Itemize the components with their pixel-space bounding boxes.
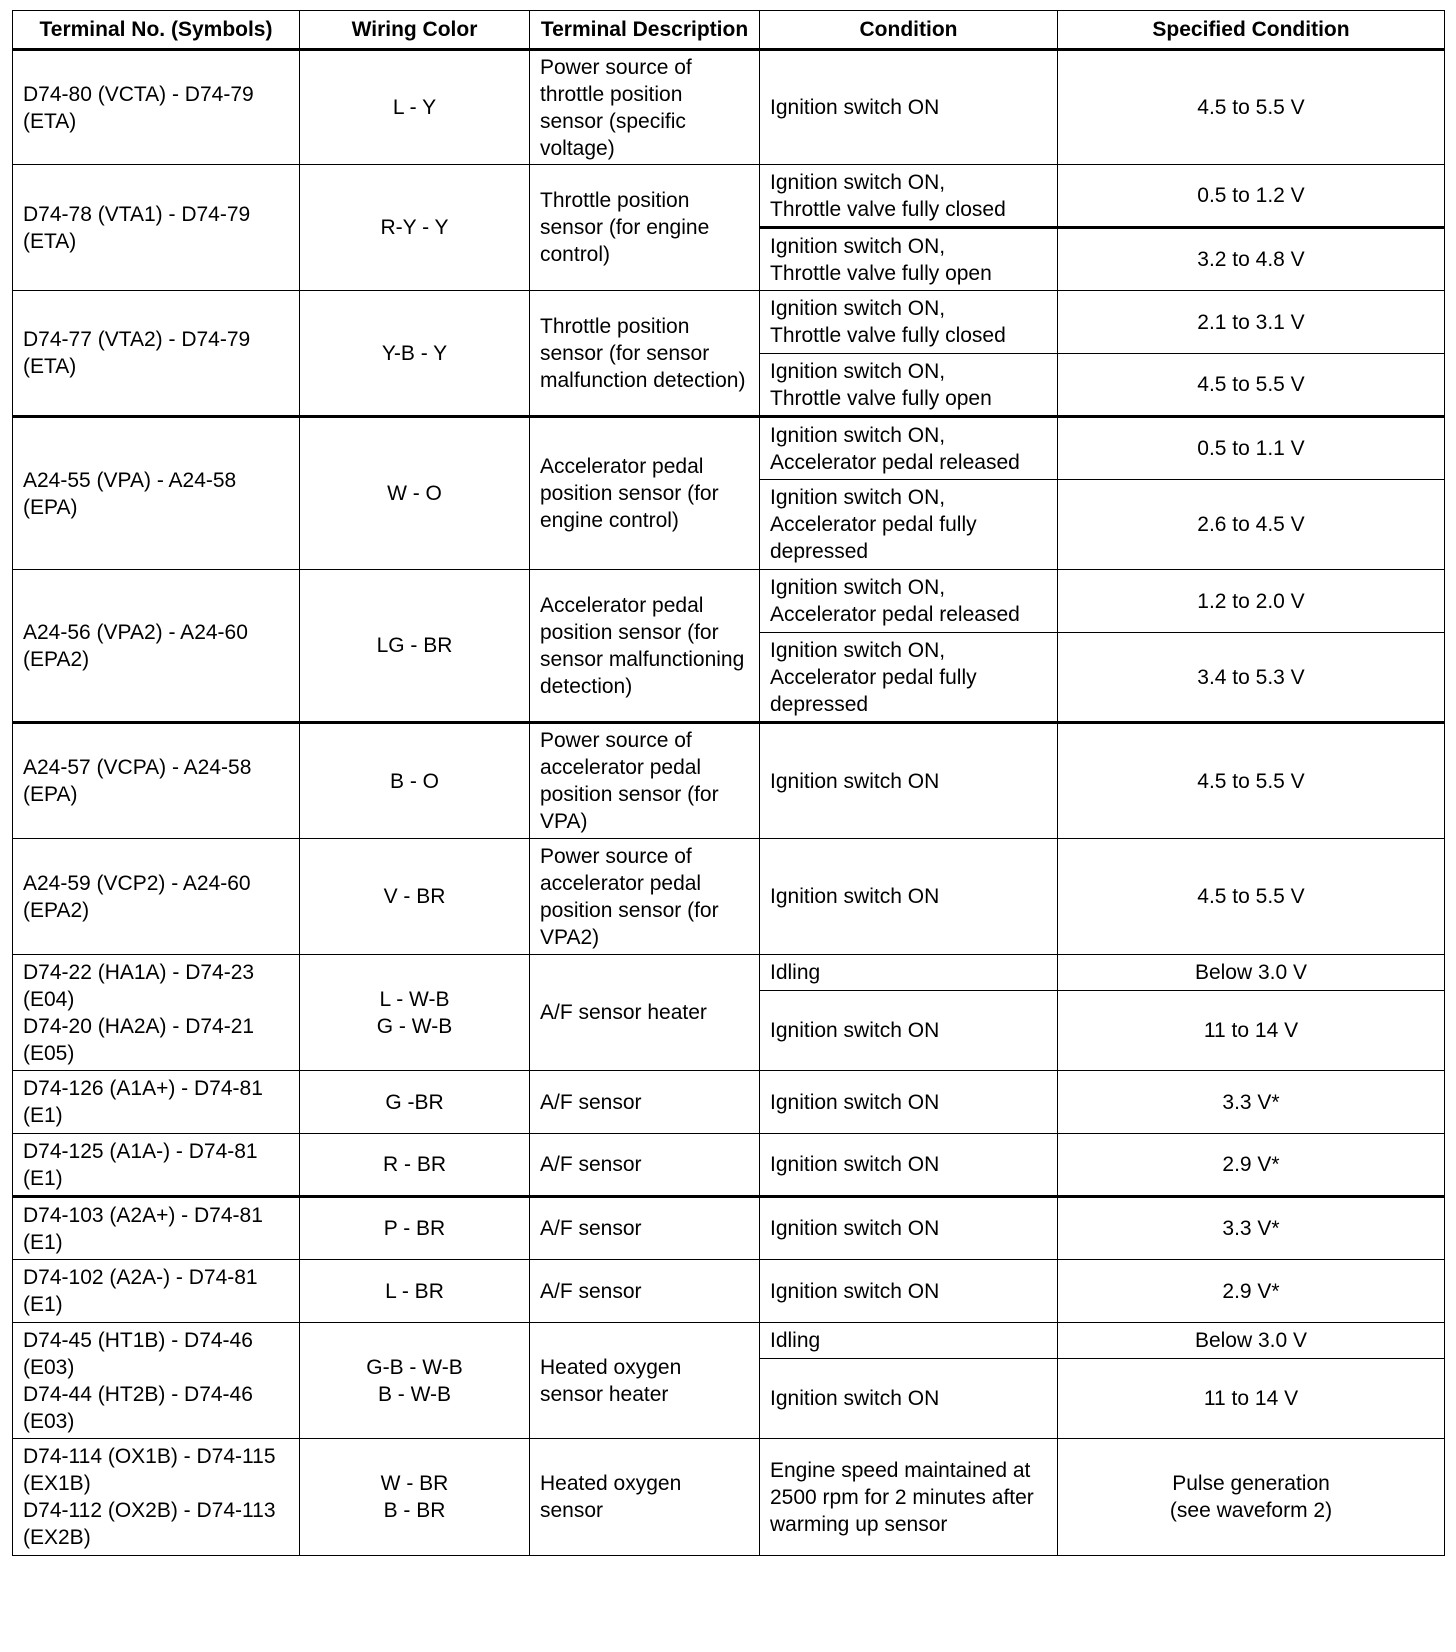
cell-line: LG - BR — [376, 634, 453, 657]
cell-line: (EPA2) — [23, 647, 90, 671]
cell-line: B - O — [389, 769, 439, 793]
cell-line: (E03) — [23, 1409, 75, 1433]
header-terminal-description: Terminal Description — [530, 11, 760, 50]
description-cell — [530, 50, 760, 165]
cell-line: A/F sensor — [540, 1279, 642, 1303]
cell-line: Accelerator pedal fully — [770, 665, 977, 689]
cell-line: Ignition switch ON — [770, 96, 940, 119]
wiring-color-cell — [300, 291, 530, 417]
cell-line: 2.9 V* — [1222, 1153, 1280, 1176]
cell-line: W - O — [387, 482, 442, 505]
cell-line: accelerator pedal — [540, 756, 702, 779]
cell-line: G -BR — [385, 1090, 444, 1114]
cell-line: A24-55 (VPA) - A24-58 — [23, 468, 237, 492]
wiring-color-cell — [300, 50, 530, 165]
cell-line: Ignition switch ON — [770, 885, 940, 908]
specified-condition-cell — [1058, 1197, 1445, 1260]
cell-line: Throttle position — [540, 189, 690, 212]
wiring-color-cell — [300, 417, 530, 570]
table-row — [13, 417, 1445, 480]
specified-condition-cell — [1058, 633, 1445, 723]
specified-condition-cell — [1058, 50, 1445, 165]
cell-line: (E03) — [23, 1355, 75, 1379]
cell-line: L - Y — [392, 96, 437, 119]
condition-cell — [760, 480, 1058, 570]
table-row — [13, 50, 1445, 165]
table-row — [13, 723, 1445, 839]
specified-condition-cell — [1058, 1439, 1445, 1556]
cell-line: G-B - W-B — [366, 1355, 463, 1379]
condition-cell — [760, 570, 1058, 633]
specified-condition-cell — [1058, 991, 1445, 1071]
cell-line: Ignition switch ON, — [770, 297, 946, 320]
cell-line: (E1) — [23, 1230, 63, 1254]
condition-cell — [760, 1359, 1058, 1439]
specified-condition-cell — [1058, 1323, 1445, 1359]
condition-cell — [760, 1439, 1058, 1556]
cell-line: Pulse generation — [1172, 1472, 1330, 1495]
condition-cell — [760, 1323, 1058, 1359]
cell-line: (EPA) — [23, 783, 78, 806]
cell-line: 3.3 V* — [1222, 1217, 1280, 1240]
cell-line: 3.3 V* — [1222, 1090, 1280, 1114]
condition-cell — [760, 1197, 1058, 1260]
cell-line: 3.2 to 4.8 V — [1197, 248, 1305, 271]
header-specified-condition: Specified Condition — [1058, 11, 1445, 50]
table-row — [13, 839, 1445, 955]
cell-line: sensor — [540, 1499, 604, 1522]
cell-line: 2.6 to 4.5 V — [1197, 513, 1305, 536]
cell-line: A24-56 (VPA2) - A24-60 — [23, 620, 248, 644]
cell-line: D74-45 (HT1B) - D74-46 — [23, 1328, 253, 1352]
cell-line: Ignition switch ON, — [770, 576, 946, 599]
cell-line: (EPA) — [23, 495, 78, 519]
cell-line: Accelerator pedal — [540, 593, 704, 617]
terminal-cell — [13, 839, 300, 955]
cell-line: (see waveform 2) — [1169, 1499, 1333, 1522]
table-row — [13, 1323, 1445, 1359]
terminal-cell — [13, 1260, 300, 1323]
cell-line: (E1) — [23, 1104, 63, 1127]
specified-condition-cell — [1058, 480, 1445, 570]
terminal-cell — [13, 291, 300, 417]
description-cell — [530, 165, 760, 291]
description-cell — [530, 1071, 760, 1134]
cell-line: VPA2) — [540, 925, 600, 949]
condition-cell — [760, 991, 1058, 1071]
wiring-color-cell — [300, 723, 530, 839]
cell-line: (E1) — [23, 1166, 63, 1190]
cell-line: detection) — [540, 674, 633, 698]
cell-line: Throttle position — [540, 314, 690, 338]
wiring-color-cell — [300, 1134, 530, 1197]
cell-line: D74-102 (A2A-) - D74-81 — [23, 1266, 258, 1289]
cell-line: D74-78 (VTA1) - D74-79 — [23, 202, 251, 226]
cell-line: (ETA) — [23, 229, 77, 253]
cell-line: A/F sensor — [540, 1090, 642, 1114]
description-cell — [530, 839, 760, 955]
cell-line: B - BR — [383, 1499, 446, 1522]
cell-line: Y-B - Y — [381, 341, 448, 365]
cell-line: (ETA) — [23, 109, 77, 133]
cell-line: Ignition switch ON, — [770, 638, 946, 662]
condition-cell — [760, 228, 1058, 291]
cell-line: 11 to 14 V — [1203, 1387, 1299, 1410]
table-row — [13, 1439, 1445, 1556]
cell-line: sensor heater — [540, 1382, 669, 1406]
wiring-color-cell — [300, 1260, 530, 1323]
cell-line: Ignition switch ON, — [770, 486, 946, 509]
table-row — [13, 1071, 1445, 1134]
cell-line: L - BR — [385, 1279, 444, 1303]
wiring-color-cell — [300, 1071, 530, 1134]
cell-line: warming up sensor — [770, 1512, 948, 1536]
cell-line: Ignition switch ON — [770, 1217, 940, 1240]
specified-condition-cell — [1058, 1359, 1445, 1439]
cell-line: position sensor (for — [540, 482, 719, 505]
cell-line: Throttle valve fully open — [770, 386, 992, 410]
cell-line: G - W-B — [376, 1014, 453, 1038]
cell-line: Idling — [770, 1329, 821, 1352]
cell-line: voltage) — [540, 136, 615, 160]
cell-line: 4.5 to 5.5 V — [1197, 885, 1305, 908]
cell-line: Heated oxygen — [540, 1355, 682, 1379]
description-cell — [530, 1134, 760, 1197]
condition-cell — [760, 723, 1058, 839]
cell-line: position sensor (for — [540, 620, 719, 644]
cell-line: depressed — [770, 692, 869, 716]
cell-line: Throttle valve fully open — [770, 261, 992, 285]
condition-cell — [760, 1134, 1058, 1197]
cell-line: 4.5 to 5.5 V — [1197, 769, 1305, 793]
wiring-color-cell — [300, 955, 530, 1071]
cell-line: (ETA) — [23, 355, 77, 378]
terminal-cell — [13, 417, 300, 570]
condition-cell — [760, 633, 1058, 723]
table-row — [13, 1197, 1445, 1260]
cell-line: Power source of — [540, 729, 692, 752]
cell-line: Throttle valve fully closed — [770, 197, 1006, 221]
cell-line: L - W-B — [379, 987, 450, 1011]
description-cell — [530, 1260, 760, 1323]
cell-line: Ignition switch ON — [770, 1090, 940, 1114]
table-row — [13, 955, 1445, 991]
condition-cell — [760, 165, 1058, 228]
cell-line: A/F sensor — [540, 1217, 642, 1240]
description-cell — [530, 1197, 760, 1260]
cell-line: B - W-B — [377, 1382, 452, 1406]
cell-line: throttle position — [540, 82, 683, 106]
specified-condition-cell — [1058, 354, 1445, 417]
cell-line: control) — [540, 243, 611, 266]
condition-cell — [760, 839, 1058, 955]
table-body — [13, 50, 1445, 1556]
cell-line: 11 to 14 V — [1203, 1019, 1299, 1042]
specified-condition-cell — [1058, 839, 1445, 955]
cell-line: sensor (specific — [540, 109, 686, 133]
terminal-cell — [13, 723, 300, 839]
cell-line: Ignition switch ON — [770, 1387, 940, 1410]
cell-line: (EPA2) — [23, 898, 90, 922]
cell-line: R-Y - Y — [380, 216, 449, 239]
cell-line: (E05) — [23, 1041, 75, 1065]
cell-line: (EX2B) — [23, 1526, 91, 1549]
cell-line: 0.5 to 1.2 V — [1197, 184, 1305, 207]
cell-line: P - BR — [383, 1217, 446, 1240]
cell-line: (EX1B) — [23, 1472, 91, 1495]
terminal-cell — [13, 1439, 300, 1556]
cell-line: D74-20 (HA2A) - D74-21 — [23, 1014, 255, 1038]
cell-line: Accelerator pedal — [540, 455, 704, 478]
header-row — [13, 11, 1445, 50]
cell-line: A24-57 (VCPA) - A24-58 — [23, 756, 252, 779]
table-row — [13, 570, 1445, 633]
cell-line: sensor (for engine — [540, 216, 710, 239]
specified-condition-cell — [1058, 228, 1445, 291]
cell-line: D74-126 (A1A+) - D74-81 — [23, 1077, 263, 1100]
condition-cell — [760, 955, 1058, 991]
cell-line: Accelerator pedal fully — [770, 513, 977, 536]
cell-line: D74-77 (VTA2) - D74-79 — [23, 328, 251, 351]
cell-line: 2.9 V* — [1222, 1279, 1280, 1303]
cell-line: 2.1 to 3.1 V — [1197, 310, 1305, 334]
description-cell — [530, 291, 760, 417]
condition-cell — [760, 1071, 1058, 1134]
table-row — [13, 1260, 1445, 1323]
cell-line: VPA) — [540, 810, 588, 833]
condition-cell — [760, 1260, 1058, 1323]
table-row — [13, 165, 1445, 228]
cell-line: A24-59 (VCP2) - A24-60 — [23, 871, 251, 895]
cell-line: sensor (for sensor — [540, 341, 710, 365]
header-terminal: Terminal No. (Symbols) — [13, 11, 300, 50]
cell-line: A/F sensor — [540, 1153, 642, 1176]
terminal-cell — [13, 1323, 300, 1439]
wiring-color-cell — [300, 1197, 530, 1260]
condition-cell — [760, 291, 1058, 354]
condition-cell — [760, 417, 1058, 480]
terminal-cell — [13, 50, 300, 165]
cell-line: D74-112 (OX2B) - D74-113 — [23, 1499, 276, 1522]
specified-condition-cell — [1058, 291, 1445, 354]
cell-line: 4.5 to 5.5 V — [1197, 373, 1305, 396]
cell-line: Ignition switch ON, — [770, 423, 946, 447]
cell-line: D74-80 (VCTA) - D74-79 — [23, 82, 254, 106]
cell-line: Ignition switch ON — [770, 1153, 940, 1176]
table-row — [13, 1134, 1445, 1197]
cell-line: Below 3.0 V — [1194, 961, 1308, 984]
wiring-color-cell — [300, 839, 530, 955]
cell-line: R - BR — [383, 1153, 446, 1176]
cell-line: Accelerator pedal released — [770, 603, 1020, 626]
cell-line: V - BR — [383, 885, 446, 908]
wiring-color-cell — [300, 1439, 530, 1556]
description-cell — [530, 723, 760, 839]
cell-line: D74-44 (HT2B) - D74-46 — [23, 1382, 253, 1406]
cell-line: D74-125 (A1A-) - D74-81 — [23, 1139, 258, 1163]
cell-line: Below 3.0 V — [1194, 1329, 1308, 1352]
cell-line: 4.5 to 5.5 V — [1197, 96, 1305, 119]
terminal-cell — [13, 1071, 300, 1134]
specified-condition-cell — [1058, 723, 1445, 839]
wiring-color-cell — [300, 165, 530, 291]
cell-line: 1.2 to 2.0 V — [1197, 589, 1305, 613]
cell-line: (E1) — [23, 1293, 63, 1316]
cell-line: Ignition switch ON, — [770, 170, 946, 194]
description-cell — [530, 1439, 760, 1556]
specified-condition-cell — [1058, 417, 1445, 480]
cell-line: position sensor (for — [540, 898, 719, 922]
cell-line: Ignition switch ON — [770, 1019, 940, 1042]
specified-condition-cell — [1058, 955, 1445, 991]
cell-line: Ignition switch ON — [770, 1279, 940, 1303]
wiring-color-cell — [300, 1323, 530, 1439]
wiring-color-cell — [300, 570, 530, 723]
cell-line: 0.5 to 1.1 V — [1197, 437, 1305, 460]
cell-line: depressed — [770, 540, 869, 563]
cell-line: Heated oxygen — [540, 1472, 682, 1495]
cell-line: engine control) — [540, 509, 679, 532]
condition-cell — [760, 50, 1058, 165]
table-row — [13, 291, 1445, 354]
terminal-cell — [13, 1197, 300, 1260]
cell-line: malfunction detection) — [540, 368, 746, 392]
header-condition: Condition — [760, 11, 1058, 50]
description-cell — [530, 955, 760, 1071]
specified-condition-cell — [1058, 1134, 1445, 1197]
cell-line: D74-22 (HA1A) - D74-23 — [23, 960, 255, 984]
cell-line: D74-103 (A2A+) - D74-81 — [23, 1203, 263, 1227]
specified-condition-cell — [1058, 570, 1445, 633]
cell-line: A/F sensor heater — [540, 1001, 707, 1024]
cell-line: Ignition switch ON — [770, 769, 940, 793]
cell-line: 2500 rpm for 2 minutes after — [770, 1485, 1034, 1509]
specified-condition-cell — [1058, 1071, 1445, 1134]
cell-line: Power source of — [540, 55, 692, 79]
cell-line: Power source of — [540, 844, 692, 868]
cell-line: W - BR — [380, 1472, 449, 1495]
description-cell — [530, 1323, 760, 1439]
cell-line: position sensor (for — [540, 783, 719, 806]
cell-line: 3.4 to 5.3 V — [1197, 665, 1305, 689]
terminal-inspection-table — [12, 10, 1445, 1556]
cell-line: accelerator pedal — [540, 871, 702, 895]
terminal-cell — [13, 570, 300, 723]
cell-line: Ignition switch ON, — [770, 359, 946, 383]
cell-line: Accelerator pedal released — [770, 450, 1020, 474]
specified-condition-cell — [1058, 1260, 1445, 1323]
cell-line: Ignition switch ON, — [770, 234, 946, 258]
cell-line: Engine speed maintained at — [770, 1458, 1031, 1482]
specified-condition-cell — [1058, 165, 1445, 228]
terminal-cell — [13, 955, 300, 1071]
cell-line: sensor malfunctioning — [540, 647, 745, 671]
cell-line: Throttle valve fully closed — [770, 324, 1006, 347]
cell-line: Idling — [770, 961, 821, 984]
cell-line: (E04) — [23, 987, 75, 1011]
cell-line: D74-114 (OX1B) - D74-115 — [23, 1445, 276, 1468]
header-wiring-color: Wiring Color — [300, 11, 530, 50]
description-cell — [530, 417, 760, 570]
condition-cell — [760, 354, 1058, 417]
description-cell — [530, 570, 760, 723]
terminal-table-wrapper — [12, 10, 1444, 1556]
terminal-cell — [13, 165, 300, 291]
terminal-cell — [13, 1134, 300, 1197]
